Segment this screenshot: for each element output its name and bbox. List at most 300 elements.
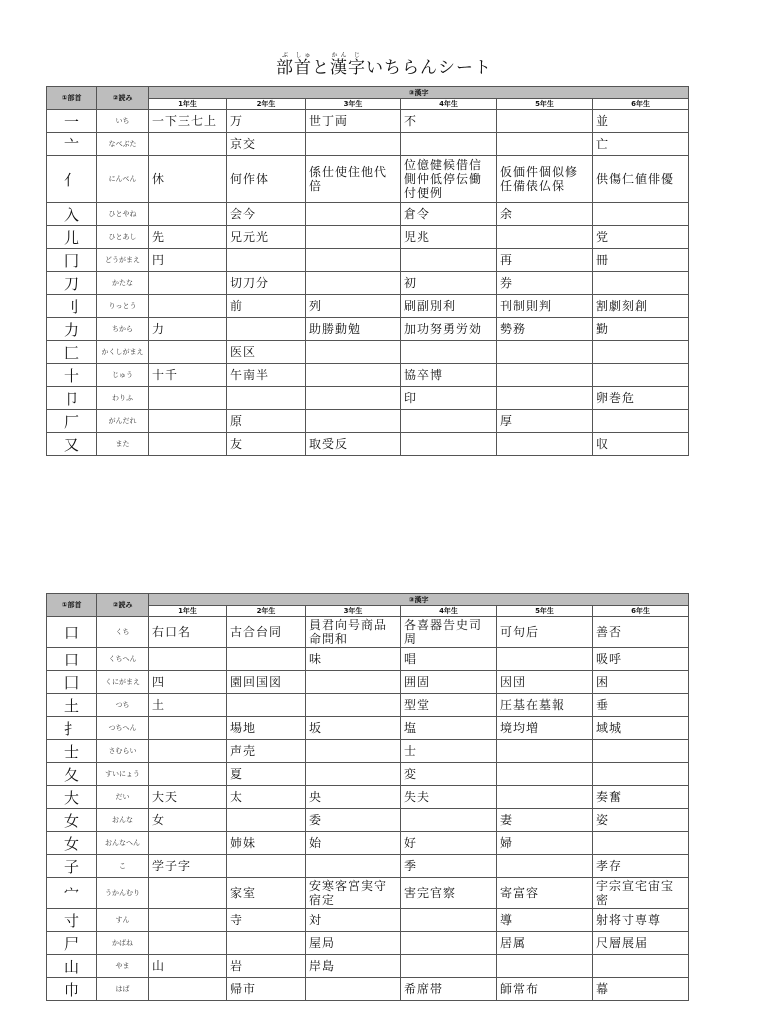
grade-5-kanji-cell	[497, 617, 593, 648]
kanji-list: 可句后	[500, 625, 540, 639]
grade-6-kanji-cell	[593, 617, 689, 648]
grade-3-kanji-cell	[306, 203, 401, 226]
table-row	[47, 226, 689, 249]
kanji-list: 党	[596, 230, 610, 244]
grade-5-kanji-cell	[497, 433, 593, 456]
kanji-list: 尺層展届	[596, 936, 649, 950]
grade-4-kanji-cell	[401, 318, 497, 341]
kanji-list: 兄元光	[230, 230, 270, 244]
grade-2-kanji-cell	[227, 786, 306, 809]
grade-5-kanji-cell	[497, 763, 593, 786]
radical-cell: 刂	[47, 295, 97, 318]
kanji-list: 並	[596, 114, 610, 128]
grade-4-kanji-cell	[401, 694, 497, 717]
grade-3-kanji-cell	[306, 410, 401, 433]
grade-1-kanji-cell	[149, 433, 227, 456]
table-row	[47, 763, 689, 786]
grade-1-kanji-cell	[149, 249, 227, 272]
kanji-list: 吸呼	[596, 652, 623, 666]
grade-5-kanji-cell	[497, 694, 593, 717]
kanji-list: 協卒博	[404, 368, 444, 382]
grade-6-kanji-cell	[593, 133, 689, 156]
table-row	[47, 932, 689, 955]
grade-1-kanji-cell	[149, 832, 227, 855]
grade-6-kanji-cell	[593, 671, 689, 694]
reading-cell: にんべん	[97, 156, 149, 203]
grade-3-kanji-cell	[306, 648, 401, 671]
reading-cell: おんなへん	[97, 832, 149, 855]
kanji-list: 印	[404, 391, 418, 405]
kanji-list: 孝存	[596, 859, 623, 873]
grade-4-kanji-cell	[401, 832, 497, 855]
kanji-list: 医区	[230, 345, 257, 359]
grade-1-kanji-cell	[149, 978, 227, 1001]
grade-4-kanji-cell	[401, 295, 497, 318]
grade-2-kanji-cell	[227, 978, 306, 1001]
grade-3-kanji-cell	[306, 909, 401, 932]
table-row	[47, 786, 689, 809]
grade-4-kanji-cell	[401, 203, 497, 226]
grade-6-kanji-cell	[593, 364, 689, 387]
radical-table-1	[46, 86, 689, 456]
kanji-list: 大天	[152, 790, 179, 804]
grade-4-kanji-cell	[401, 717, 497, 740]
reading-header: ②読み	[97, 87, 149, 110]
kanji-list: 失夫	[404, 790, 431, 804]
grade-1-kanji-cell	[149, 387, 227, 410]
table-row	[47, 717, 689, 740]
kanji-list: 境均増	[500, 721, 540, 735]
grade-1-kanji-cell	[149, 855, 227, 878]
table-body	[47, 110, 689, 456]
kanji-list: 型堂	[404, 698, 431, 712]
table-body	[47, 617, 689, 1001]
grade-3-kanji-cell	[306, 763, 401, 786]
reading-cell: おんな	[97, 809, 149, 832]
reading-cell: なべぶた	[97, 133, 149, 156]
radical-cell: 十	[47, 364, 97, 387]
grade-3-kanji-cell	[306, 932, 401, 955]
grade-6-kanji-cell	[593, 110, 689, 133]
grade-6-kanji-cell	[593, 955, 689, 978]
grade-2-kanji-cell	[227, 878, 306, 909]
kanji-list: 友	[230, 437, 244, 451]
grade-4-kanji-cell	[401, 909, 497, 932]
grade-1-kanji-cell	[149, 932, 227, 955]
radical-cell: 入	[47, 203, 97, 226]
kanji-list: 再	[500, 253, 514, 267]
radical-table-2	[46, 593, 689, 1001]
grade-3-kanji-cell	[306, 318, 401, 341]
radical-cell: 大	[47, 786, 97, 809]
table-row	[47, 617, 689, 648]
radical-cell: 卩	[47, 387, 97, 410]
kanji-list: 夏	[230, 767, 244, 781]
kanji-list: 土	[152, 698, 166, 712]
grade-header: 1年生	[149, 99, 227, 110]
radical-cell: 力	[47, 318, 97, 341]
table-row	[47, 671, 689, 694]
grade-2-kanji-cell	[227, 249, 306, 272]
grade-2-kanji-cell	[227, 694, 306, 717]
grade-4-kanji-cell	[401, 617, 497, 648]
grade-1-kanji-cell	[149, 110, 227, 133]
kanji-list: 割劇刻創	[596, 299, 649, 313]
reading-cell: うかんむり	[97, 878, 149, 909]
kanji-list: 射将寸専尊	[596, 913, 662, 927]
grade-3-kanji-cell	[306, 433, 401, 456]
kanji-list: 婦	[500, 836, 514, 850]
grade-6-kanji-cell	[593, 786, 689, 809]
grade-2-kanji-cell	[227, 909, 306, 932]
radical-cell: 巾	[47, 978, 97, 1001]
grade-1-kanji-cell	[149, 648, 227, 671]
grade-header: 2年生	[227, 99, 306, 110]
grade-6-kanji-cell	[593, 648, 689, 671]
table-row	[47, 364, 689, 387]
grade-4-kanji-cell	[401, 932, 497, 955]
kanji-list: 家室	[230, 886, 257, 900]
kanji-list: 列	[309, 299, 323, 313]
radical-cell: 又	[47, 433, 97, 456]
grade-5-kanji-cell	[497, 786, 593, 809]
grade-1-kanji-cell	[149, 878, 227, 909]
reading-cell: こ	[97, 855, 149, 878]
reading-cell: すん	[97, 909, 149, 932]
grade-5-kanji-cell	[497, 909, 593, 932]
reading-cell: くちへん	[97, 648, 149, 671]
grade-1-kanji-cell	[149, 203, 227, 226]
kanji-list: 女	[152, 813, 166, 827]
radical-cell: 囗	[47, 671, 97, 694]
grade-4-kanji-cell	[401, 955, 497, 978]
table-row	[47, 878, 689, 909]
kanji-list: 古合台同	[230, 625, 283, 639]
radical-cell: 尸	[47, 932, 97, 955]
kanji-list: 会今	[230, 207, 257, 221]
grade-header: 3年生	[306, 99, 401, 110]
kanji-list: 坂	[309, 721, 323, 735]
grade-3-kanji-cell	[306, 809, 401, 832]
kanji-list: 各喜器告史司 周	[404, 618, 483, 646]
grade-3-kanji-cell	[306, 272, 401, 295]
grade-header: 4年生	[401, 99, 497, 110]
kanji-list: 帰市	[230, 982, 257, 996]
grade-1-kanji-cell	[149, 671, 227, 694]
radical-cell: 匚	[47, 341, 97, 364]
kanji-list: 係仕使住他代 倍	[309, 165, 388, 193]
grade-4-kanji-cell	[401, 249, 497, 272]
grade-4-kanji-cell	[401, 364, 497, 387]
table-row	[47, 133, 689, 156]
grade-header: 1年生	[149, 606, 227, 617]
kanji-list: 委	[309, 813, 323, 827]
kanji-list: 加功努勇労効	[404, 322, 483, 336]
kanji-list: 原	[230, 414, 244, 428]
grade-3-kanji-cell	[306, 978, 401, 1001]
kanji-list: 位億健候借信 側仲低停伝働 付便例	[404, 158, 483, 200]
table-row	[47, 410, 689, 433]
kanji-list: 師常布	[500, 982, 540, 996]
grade-4-kanji-cell	[401, 341, 497, 364]
radical-header: ①部首	[47, 87, 97, 110]
reading-cell: また	[97, 433, 149, 456]
grade-1-kanji-cell	[149, 133, 227, 156]
grade-2-kanji-cell	[227, 740, 306, 763]
grade-header: 6年生	[593, 99, 689, 110]
kanji-list: 安寒客宮実守 宿定	[309, 879, 388, 907]
grade-2-kanji-cell	[227, 387, 306, 410]
grade-6-kanji-cell	[593, 226, 689, 249]
kanji-list: 倉令	[404, 207, 431, 221]
kanji-list: 初	[404, 276, 418, 290]
radical-cell: 女	[47, 832, 97, 855]
reading-cell: ひとやね	[97, 203, 149, 226]
grade-1-kanji-cell	[149, 364, 227, 387]
reading-cell: どうがまえ	[97, 249, 149, 272]
grade-6-kanji-cell	[593, 694, 689, 717]
grade-header: 5年生	[497, 606, 593, 617]
radical-cell: 宀	[47, 878, 97, 909]
kanji-list: 厚	[500, 414, 514, 428]
reading-header: ②読み	[97, 594, 149, 617]
kanji-list: 垂	[596, 698, 610, 712]
radical-cell: 女	[47, 809, 97, 832]
reading-cell: さむらい	[97, 740, 149, 763]
grade-5-kanji-cell	[497, 318, 593, 341]
grade-5-kanji-cell	[497, 410, 593, 433]
grade-3-kanji-cell	[306, 717, 401, 740]
kanji-list: 居属	[500, 936, 527, 950]
grade-5-kanji-cell	[497, 249, 593, 272]
kanji-list: 希席帯	[404, 982, 444, 996]
grade-6-kanji-cell	[593, 387, 689, 410]
grade-5-kanji-cell	[497, 110, 593, 133]
radical-cell: 子	[47, 855, 97, 878]
kanji-list: 季	[404, 859, 418, 873]
radical-cell: 士	[47, 740, 97, 763]
radical-cell: 亻	[47, 156, 97, 203]
grade-6-kanji-cell	[593, 763, 689, 786]
grade-5-kanji-cell	[497, 809, 593, 832]
kanji-list: 余	[500, 207, 514, 221]
kanji-list: 世丁両	[309, 114, 349, 128]
kanji-list: 十千	[152, 368, 179, 382]
grade-3-kanji-cell	[306, 226, 401, 249]
grade-5-kanji-cell	[497, 671, 593, 694]
grade-6-kanji-cell	[593, 717, 689, 740]
grade-3-kanji-cell	[306, 133, 401, 156]
reading-cell: じゅう	[97, 364, 149, 387]
reading-cell: つちへん	[97, 717, 149, 740]
grade-5-kanji-cell	[497, 648, 593, 671]
kanji-list: 助勝動勉	[309, 322, 362, 336]
kanji-list: 味	[309, 652, 323, 666]
grade-6-kanji-cell	[593, 410, 689, 433]
grade-4-kanji-cell	[401, 387, 497, 410]
kanji-list: 因団	[500, 675, 527, 689]
grade-2-kanji-cell	[227, 717, 306, 740]
kanji-list: 刊制則判	[500, 299, 553, 313]
reading-cell: やま	[97, 955, 149, 978]
reading-cell: かたな	[97, 272, 149, 295]
grade-header: 2年生	[227, 606, 306, 617]
grade-5-kanji-cell	[497, 156, 593, 203]
grade-2-kanji-cell	[227, 932, 306, 955]
table-row	[47, 978, 689, 1001]
kanji-list: 冊	[596, 253, 610, 267]
radical-cell: 扌	[47, 717, 97, 740]
grade-3-kanji-cell	[306, 387, 401, 410]
grade-4-kanji-cell	[401, 272, 497, 295]
grade-3-kanji-cell	[306, 364, 401, 387]
kanji-list: 学子字	[152, 859, 192, 873]
grade-3-kanji-cell	[306, 295, 401, 318]
grade-3-kanji-cell	[306, 878, 401, 909]
reading-cell: かくしがまえ	[97, 341, 149, 364]
kanji-list: 善否	[596, 625, 623, 639]
table-row	[47, 809, 689, 832]
kanji-list: 児兆	[404, 230, 431, 244]
grade-2-kanji-cell	[227, 433, 306, 456]
reading-cell: すいにょう	[97, 763, 149, 786]
grade-1-kanji-cell	[149, 909, 227, 932]
grade-2-kanji-cell	[227, 763, 306, 786]
radical-cell: 口	[47, 648, 97, 671]
radical-cell: 土	[47, 694, 97, 717]
grade-5-kanji-cell	[497, 878, 593, 909]
grade-6-kanji-cell	[593, 433, 689, 456]
grade-6-kanji-cell	[593, 295, 689, 318]
kanji-list: 害完官察	[404, 886, 457, 900]
grade-1-kanji-cell	[149, 763, 227, 786]
kanji-list: 寄富容	[500, 886, 540, 900]
kanji-list: 券	[500, 276, 514, 290]
grade-4-kanji-cell	[401, 878, 497, 909]
grade-5-kanji-cell	[497, 364, 593, 387]
kanji-list: 力	[152, 322, 166, 336]
kanji-list: 収	[596, 437, 610, 451]
grade-2-kanji-cell	[227, 364, 306, 387]
grade-4-kanji-cell	[401, 740, 497, 763]
grade-header: 6年生	[593, 606, 689, 617]
grade-5-kanji-cell	[497, 226, 593, 249]
grade-1-kanji-cell	[149, 740, 227, 763]
kanji-list: 妻	[500, 813, 514, 827]
grade-4-kanji-cell	[401, 809, 497, 832]
grade-5-kanji-cell	[497, 203, 593, 226]
grade-1-kanji-cell	[149, 694, 227, 717]
radical-cell: 厂	[47, 410, 97, 433]
kanji-list: 変	[404, 767, 418, 781]
kanji-header: ③漢字	[149, 594, 689, 606]
grade-4-kanji-cell	[401, 226, 497, 249]
reading-cell: ひとあし	[97, 226, 149, 249]
table-row	[47, 295, 689, 318]
grade-4-kanji-cell	[401, 671, 497, 694]
grade-2-kanji-cell	[227, 110, 306, 133]
kanji-list: 勢務	[500, 322, 527, 336]
grade-1-kanji-cell	[149, 809, 227, 832]
grade-5-kanji-cell	[497, 832, 593, 855]
radical-cell: 儿	[47, 226, 97, 249]
grade-3-kanji-cell	[306, 694, 401, 717]
grade-5-kanji-cell	[497, 295, 593, 318]
radical-cell: 口	[47, 617, 97, 648]
grade-2-kanji-cell	[227, 341, 306, 364]
grade-3-kanji-cell	[306, 740, 401, 763]
kanji-list: 京交	[230, 137, 257, 151]
reading-cell: だい	[97, 786, 149, 809]
grade-header: 5年生	[497, 99, 593, 110]
grade-2-kanji-cell	[227, 832, 306, 855]
grade-2-kanji-cell	[227, 133, 306, 156]
kanji-list: 屋局	[309, 936, 336, 950]
grade-6-kanji-cell	[593, 932, 689, 955]
radical-cell: 寸	[47, 909, 97, 932]
grade-2-kanji-cell	[227, 955, 306, 978]
grade-1-kanji-cell	[149, 272, 227, 295]
grade-6-kanji-cell	[593, 809, 689, 832]
grade-2-kanji-cell	[227, 617, 306, 648]
kanji-list: 圧基在墓報	[500, 698, 566, 712]
table-row	[47, 855, 689, 878]
table-row	[47, 832, 689, 855]
table-row	[47, 110, 689, 133]
kanji-list: 員君向号商品 命問和	[309, 618, 388, 646]
reading-cell: いち	[97, 110, 149, 133]
grade-1-kanji-cell	[149, 617, 227, 648]
table-row	[47, 156, 689, 203]
table-row	[47, 318, 689, 341]
grade-1-kanji-cell	[149, 410, 227, 433]
grade-1-kanji-cell	[149, 295, 227, 318]
kanji-list: 始	[309, 836, 323, 850]
grade-2-kanji-cell	[227, 809, 306, 832]
reading-cell: りっとう	[97, 295, 149, 318]
table-row	[47, 341, 689, 364]
kanji-list: 右口名	[152, 625, 192, 639]
kanji-list: 姉妹	[230, 836, 257, 850]
table-row	[47, 909, 689, 932]
grade-5-kanji-cell	[497, 272, 593, 295]
grade-4-kanji-cell	[401, 786, 497, 809]
kanji-list: 奏奮	[596, 790, 623, 804]
kanji-list: 供傷仁値俳優	[596, 172, 675, 186]
grade-1-kanji-cell	[149, 341, 227, 364]
kanji-list: 対	[309, 913, 323, 927]
grade-6-kanji-cell	[593, 203, 689, 226]
grade-5-kanji-cell	[497, 717, 593, 740]
radical-cell: 冂	[47, 249, 97, 272]
kanji-list: 万	[230, 114, 244, 128]
grade-6-kanji-cell	[593, 341, 689, 364]
kanji-list: 寺	[230, 913, 244, 927]
grade-4-kanji-cell	[401, 156, 497, 203]
grade-3-kanji-cell	[306, 110, 401, 133]
grade-4-kanji-cell	[401, 410, 497, 433]
table-row	[47, 272, 689, 295]
kanji-list: 切刀分	[230, 276, 270, 290]
grade-5-kanji-cell	[497, 932, 593, 955]
grade-1-kanji-cell	[149, 156, 227, 203]
reading-cell: かばね	[97, 932, 149, 955]
kanji-list: 仮価件個似修 任備俵仏保	[500, 165, 579, 193]
grade-6-kanji-cell	[593, 156, 689, 203]
grade-3-kanji-cell	[306, 249, 401, 272]
grade-4-kanji-cell	[401, 763, 497, 786]
grade-6-kanji-cell	[593, 878, 689, 909]
